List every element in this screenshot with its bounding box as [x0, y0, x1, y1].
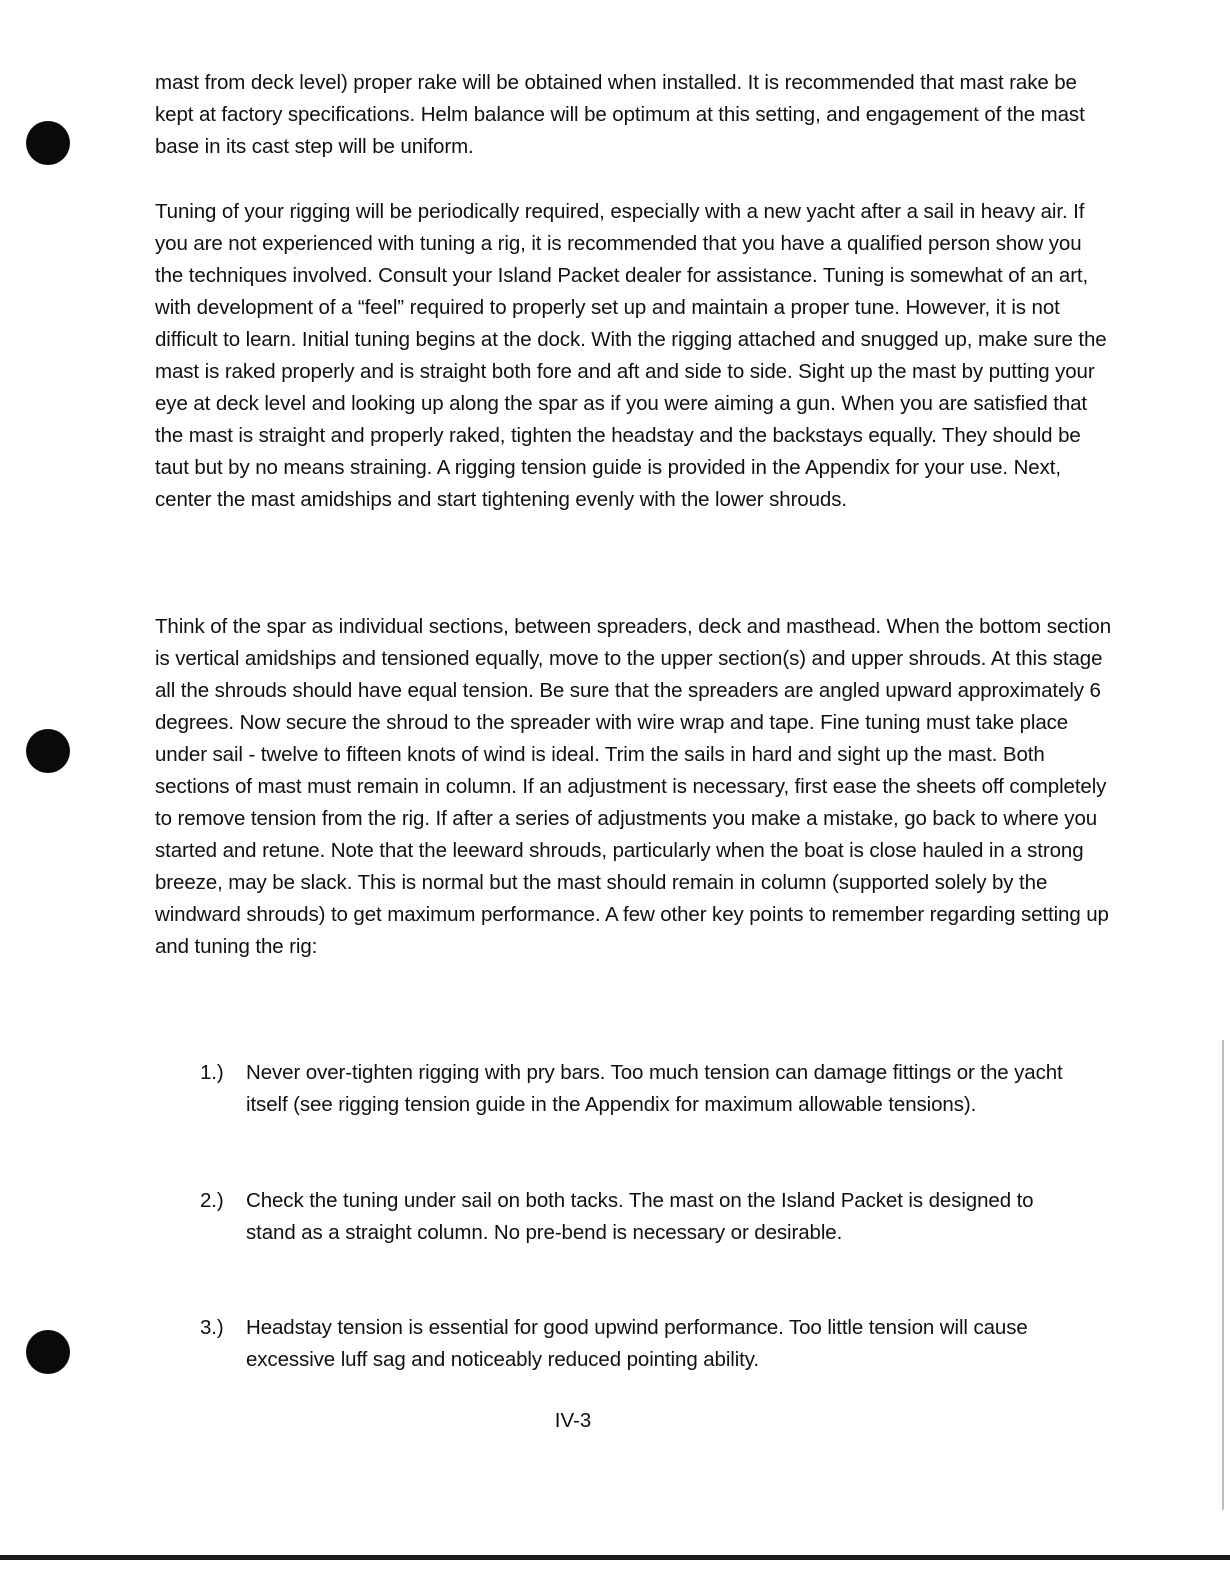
binder-hole-middle — [26, 729, 70, 773]
list-item-text: Check the tuning under sail on both tacks. The mast on the Island Packet is designed to stand as a straight column. No pre-bend is necessary or desirable. — [246, 1189, 1034, 1244]
scan-bottom-edge — [0, 1555, 1230, 1560]
page-number-label: IV-3 — [554, 1409, 592, 1432]
list-item-number: 2.) — [200, 1189, 224, 1212]
paragraph-mast-rake: mast from deck level) proper rake will be obtained when installed. It is recommended that mast rake be kept at factory specifications. Helm balance will be optimum at this setting, and engagement of the mast base in its cast step will be uniform. — [155, 71, 1085, 158]
binder-hole-bottom — [26, 1330, 70, 1374]
list-item — [200, 1057, 1080, 1121]
list-item — [200, 1185, 1080, 1249]
list-item-number: 1.) — [200, 1061, 224, 1084]
list-item — [200, 1312, 1080, 1376]
list-item-text: Headstay tension is essential for good upwind performance. Too little tension will cause excessive luff sag and noticeably reduced pointing ability. — [246, 1316, 1028, 1371]
page-number — [0, 1405, 1230, 1437]
paragraph-spar-sections: Think of the spar as individual sections, between spreaders, deck and masthead. When the bottom section is vertical amidships and tensioned equally, move to the upper section(s) and upper shrouds. At this stage all the shrouds should have equal tension. Be sure that the spreaders are angled upward approximately 6 degrees. Now secure the shroud to the spreader with wire wrap and tape. Fine tuning must take place under sail - twelve to fifteen knots of wind is ideal. Trim the sails in hard and sight up the mast. Both sections of mast must remain in column. If an adjustment is necessary, first ease the sheets off completely to remove tension from the rig. If after a series of adjustments you make a mistake, go back to where you started and retune. Note that the leeward shrouds, particularly when the boat is close hauled in a strong breeze, may be slack. This is normal but the mast should remain in column (supported solely by the windward shrouds) to get maximum performance. A few other key points to remember regarding setting up and tuning the rig: — [155, 615, 1112, 958]
paragraph-tuning-rigging: Tuning of your rigging will be periodically required, especially with a new yacht after a sail in heavy air. If you are not experienced with tuning a rig, it is recommended that you have a qualified person show you the techniques involved. Consult your Island Packet dealer for assistance. Tuning is somewhat of an art, with development of a “feel” required to properly set up and maintain a proper tune. However, it is not difficult to learn. Initial tuning begins at the dock. With the rigging attached and snugged up, make sure the mast is raked properly and is straight both fore and aft and side to side. Sight up the mast by putting your eye at deck level and looking up along the spar as if you were aiming a gun. When you are satisfied that the mast is straight and properly raked, tighten the headstay and the backstays equally. They should be taut but by no means straining. A rigging tension guide is provided in the Appendix for your use. Next, center the mast amidships and start tightening evenly with the lower shrouds. — [155, 200, 1107, 511]
scan-edge-line — [1222, 1040, 1224, 1510]
list-item-number: 3.) — [200, 1316, 224, 1339]
list-item-text: Never over-tighten rigging with pry bars. Too much tension can damage fittings or the yacht itself (see rigging tension guide in the Appendix for maximum allowable tensions). — [246, 1061, 1063, 1116]
binder-hole-top — [26, 121, 70, 165]
